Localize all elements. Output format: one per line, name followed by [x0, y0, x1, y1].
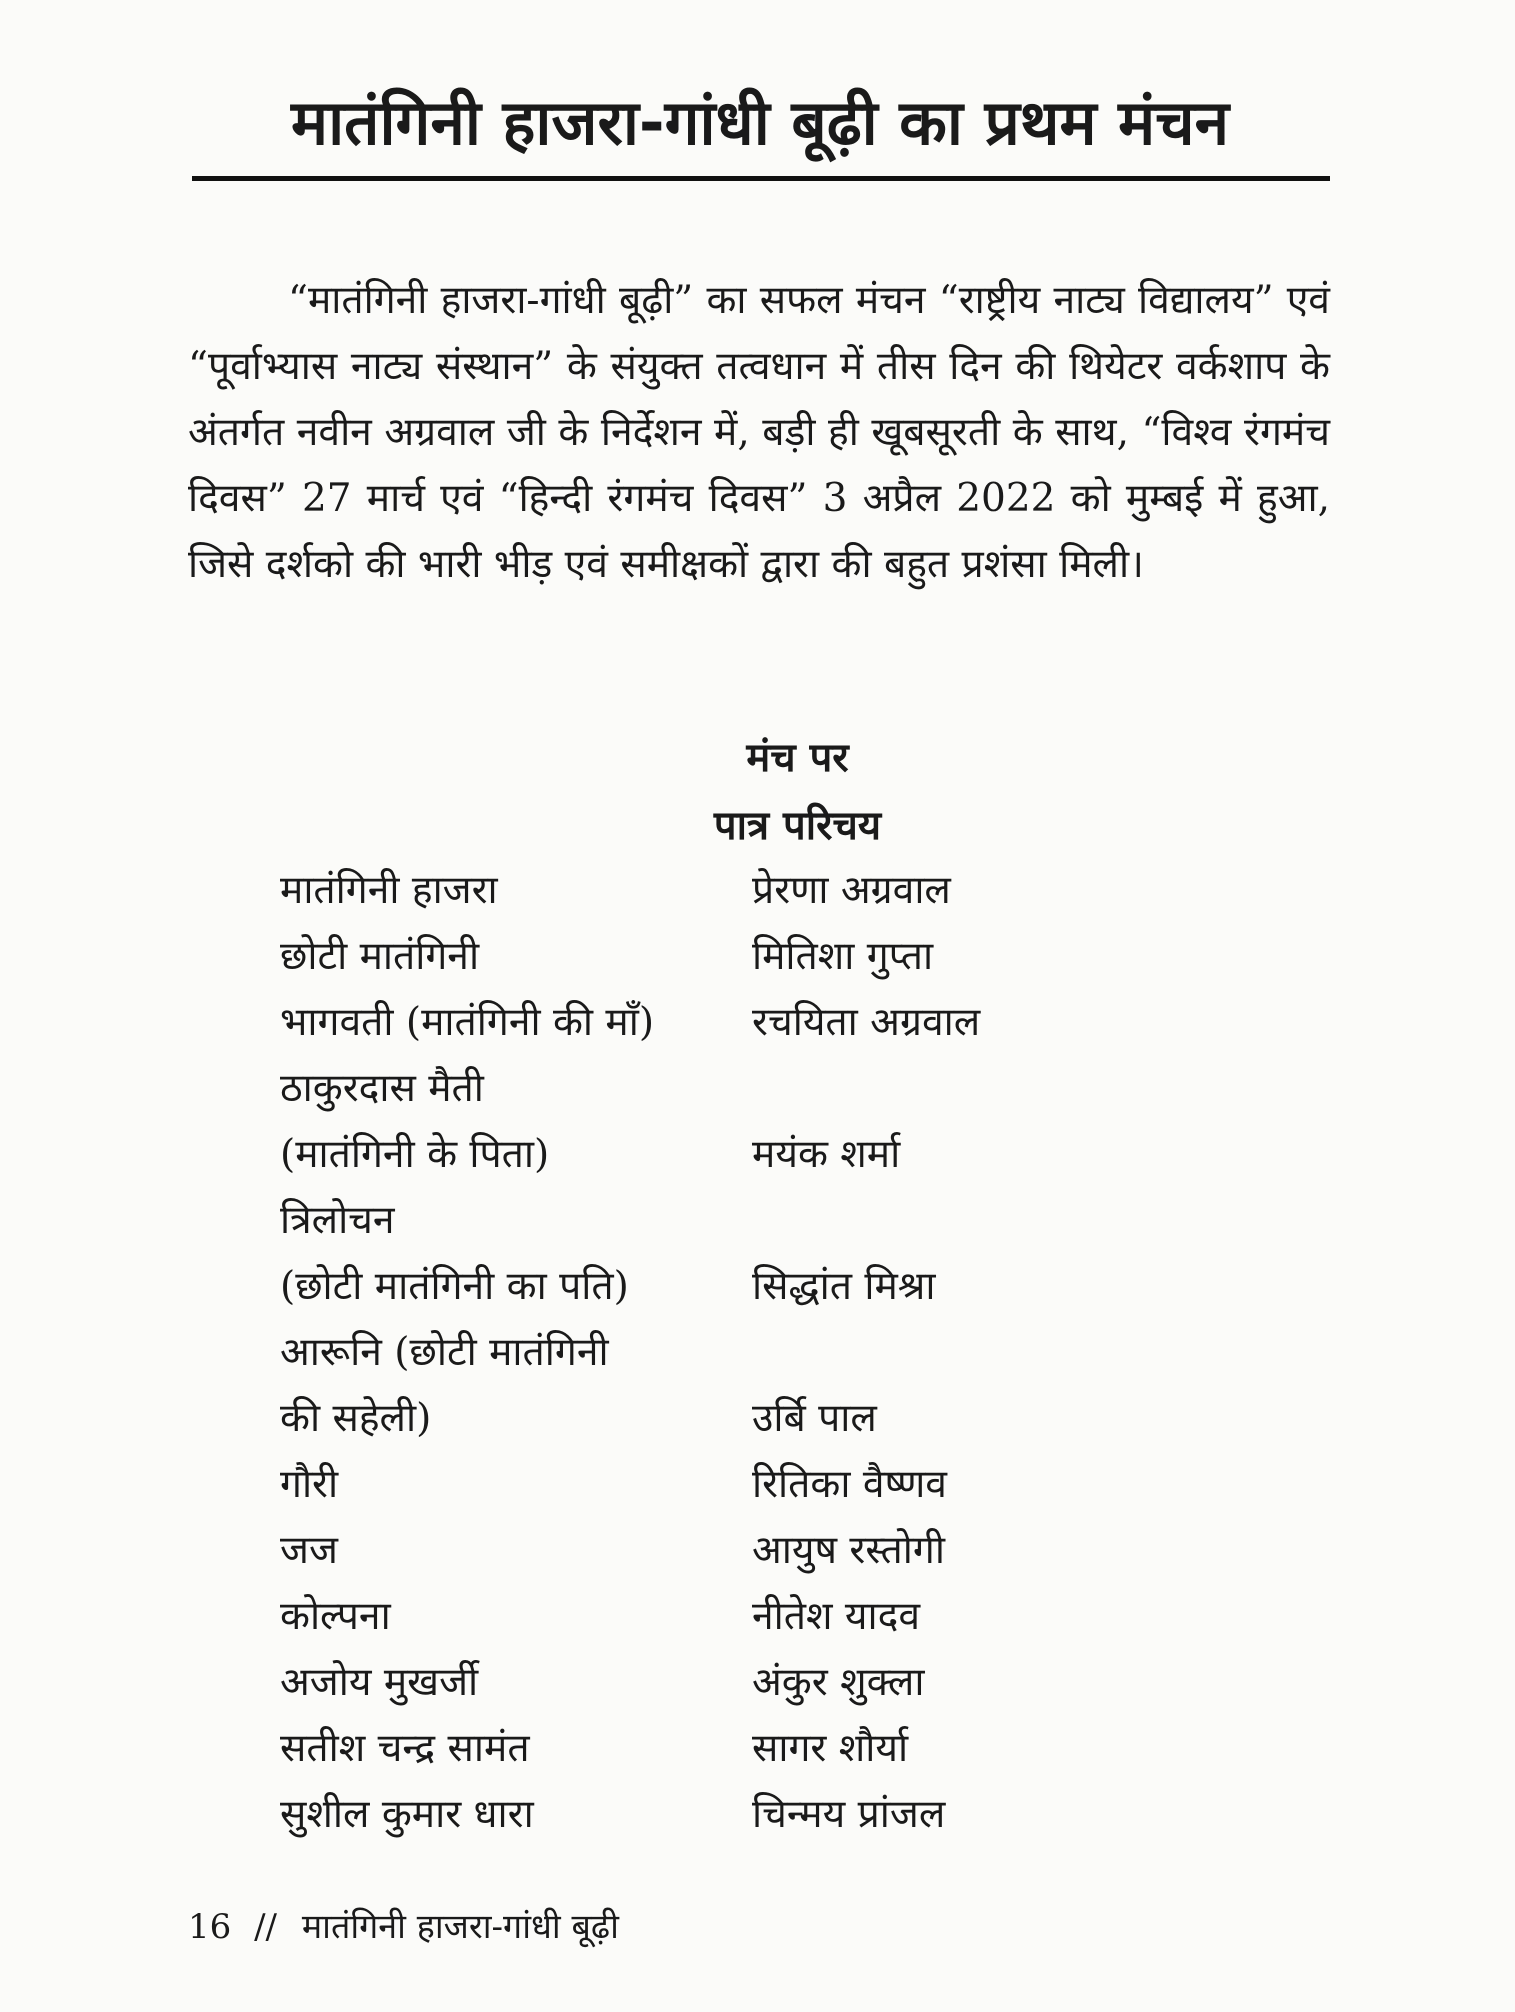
intro-paragraph: “मातंगिनी हाजरा-गांधी बूढ़ी” का सफल मंचन “राष्ट्रीय नाट्य विद्यालय” एवं “पूर्वाभ्यास नाट्य संस्थान” के संयुक्त तत्वधान में तीस दिन की थियेटर वर्कशाप के अंतर्गत नवीन अग्रवाल जी के निर्देशन में, बड़ी ही खूबसूरती के साथ, “विश्व रंगमंच दिवस” 27 मार्च एवं “हिन्दी रंगमंच दिवस” 3 अप्रैल 2022 को मुम्बई में हुआ, जिसे दर्शको की भारी भीड़ एवं समीक्षकों द्वारा की बहुत प्रशंसा मिली।: [188, 278, 1330, 587]
cast-role: (छोटी मातंगिनी का पति): [280, 1264, 629, 1309]
cast-role: जज: [280, 1528, 338, 1573]
cast-actor: उर्बि पाल: [752, 1396, 877, 1441]
cast-row: [280, 924, 1180, 990]
cast-role: गौरी: [280, 1462, 339, 1507]
cast-row: [280, 1452, 1180, 1518]
cast-role: भागवती (मातंगिनी की माँ): [280, 1000, 655, 1045]
cast-role: (मातंगिनी के पिता): [280, 1132, 550, 1177]
cast-row: [280, 1122, 1180, 1188]
cast-actor: सिद्धांत मिश्रा: [752, 1264, 936, 1309]
cast-actor: रचयिता अग्रवाल: [752, 1000, 981, 1045]
title-underline: [192, 176, 1330, 181]
cast-actor: प्रेरणा अग्रवाल: [752, 868, 951, 913]
cast-row: [280, 1320, 1180, 1386]
page-number: 16: [188, 1907, 232, 1947]
page-footer: [188, 1902, 619, 1952]
cast-role: ठाकुरदास मैती: [280, 1066, 484, 1111]
cast-row: [280, 1386, 1180, 1452]
cast-role: सुशील कुमार धारा: [280, 1792, 534, 1837]
cast-role: मातंगिनी हाजरा: [280, 868, 498, 913]
cast-actor: नीतेश यादव: [752, 1594, 921, 1639]
cast-role: सतीश चन्द्र सामंत: [280, 1726, 530, 1771]
cast-actor: सागर शौर्या: [752, 1726, 909, 1771]
cast-role: छोटी मातंगिनी: [280, 934, 480, 979]
cast-row: [280, 1584, 1180, 1650]
cast-row: [280, 1518, 1180, 1584]
cast-row: [280, 858, 1180, 924]
cast-row: [280, 1650, 1180, 1716]
cast-row: [280, 1716, 1180, 1782]
footer-separator: //: [254, 1907, 277, 1947]
cast-heading: पात्र परिचय: [713, 803, 882, 849]
stage-heading: मंच पर: [746, 735, 849, 781]
cast-row: [280, 990, 1180, 1056]
cast-role: की सहेली): [280, 1396, 432, 1441]
page-title: मातंगिनी हाजरा-गांधी बूढ़ी का प्रथम मंचन: [291, 86, 1229, 159]
cast-list: [280, 858, 1180, 1848]
cast-row: [280, 1254, 1180, 1320]
cast-row: [280, 1056, 1180, 1122]
cast-role: त्रिलोचन: [280, 1198, 395, 1243]
cast-role: कोल्पना: [280, 1594, 391, 1639]
cast-actor: आयुष रस्तोगी: [752, 1528, 945, 1573]
cast-role: अजोय मुखर्जी: [280, 1660, 479, 1705]
cast-actor: मितिशा गुप्ता: [752, 934, 934, 979]
cast-row: [280, 1782, 1180, 1848]
cast-role: आरूनि (छोटी मातंगिनी: [280, 1330, 609, 1375]
cast-actor: मयंक शर्मा: [752, 1132, 901, 1177]
cast-actor: चिन्मय प्रांजल: [752, 1792, 946, 1837]
cast-actor: रितिका वैष्णव: [752, 1462, 947, 1507]
cast-actor: अंकुर शुक्ला: [752, 1660, 925, 1705]
cast-row: [280, 1188, 1180, 1254]
footer-book-title: मातंगिनी हाजरा-गांधी बूढ़ी: [301, 1907, 619, 1947]
